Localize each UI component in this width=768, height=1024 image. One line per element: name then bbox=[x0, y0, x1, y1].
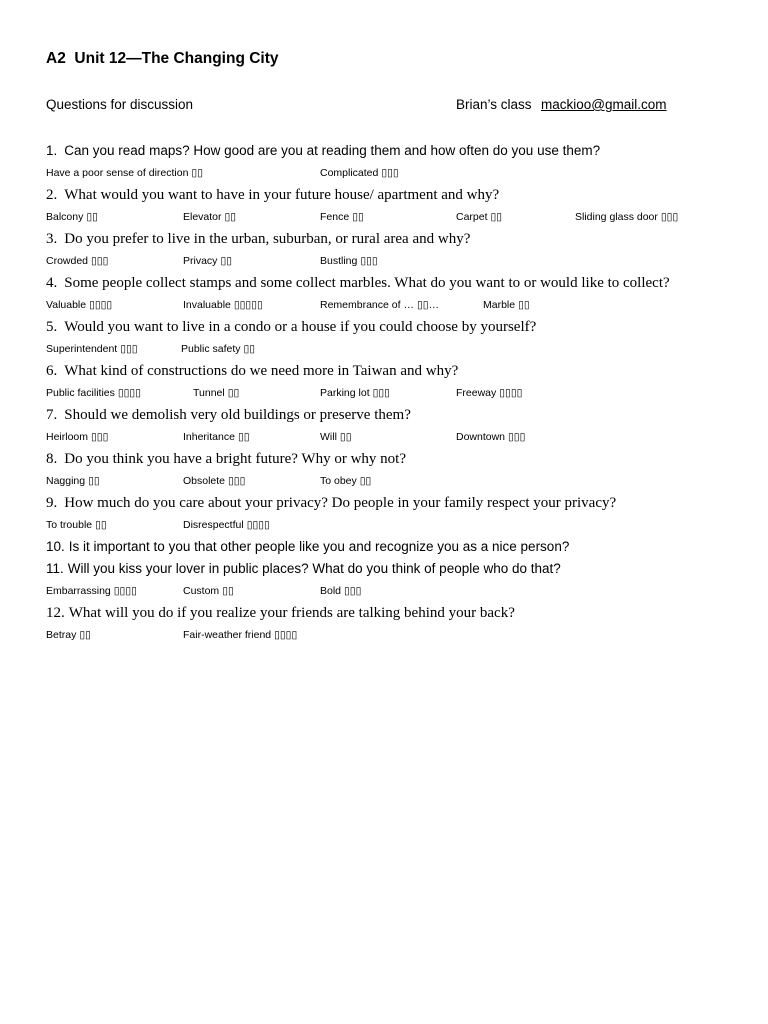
question-text: What kind of constructions do we need more in Taiwan and why? bbox=[64, 363, 459, 379]
question-text: Would you want to live in a condo or a house if you could choose by yourself? bbox=[64, 319, 537, 335]
vocab-translation: ▯▯▯ bbox=[91, 431, 109, 443]
vocab-row bbox=[46, 580, 746, 602]
question-1 bbox=[46, 140, 746, 162]
question-number: 2. bbox=[46, 187, 58, 203]
vocab-translation: ▯▯▯▯ bbox=[246, 519, 270, 531]
vocab-item bbox=[193, 382, 239, 404]
vocab-term: Complicated bbox=[320, 167, 379, 179]
question-text: How much do you care about your privacy? Do people in your family respect your privacy? bbox=[64, 495, 617, 511]
vocab-term: Bold bbox=[320, 585, 342, 597]
vocab-term: Have a poor sense of direction bbox=[46, 167, 189, 179]
vocab-term: Invaluable bbox=[183, 299, 231, 311]
vocab-row bbox=[46, 338, 746, 360]
question-text: Do you think you have a bright future? Why or why not? bbox=[64, 451, 406, 467]
vocab-item bbox=[183, 426, 250, 448]
vocab-item bbox=[183, 580, 234, 602]
vocab-term: Superintendent bbox=[46, 343, 118, 355]
vocab-translation: ▯▯▯▯ bbox=[274, 629, 298, 641]
vocab-item bbox=[183, 250, 232, 272]
vocab-term: To obey bbox=[320, 475, 357, 487]
vocab-translation: ▯▯▯ bbox=[120, 343, 138, 355]
vocab-item bbox=[46, 580, 137, 602]
vocab-term: Fair-weather friend bbox=[183, 629, 272, 641]
vocab-term: Public facilities bbox=[46, 387, 115, 399]
vocab-translation: ▯▯ bbox=[237, 431, 250, 443]
vocab-row bbox=[46, 250, 746, 272]
vocab-item bbox=[46, 382, 141, 404]
question-11 bbox=[46, 558, 746, 580]
vocab-translation: ▯▯ bbox=[222, 585, 234, 597]
vocab-item bbox=[456, 206, 502, 228]
vocab-term: Fence bbox=[320, 211, 350, 223]
question-4 bbox=[46, 272, 746, 294]
question-list bbox=[46, 140, 746, 646]
vocab-item bbox=[456, 382, 522, 404]
vocab-item bbox=[46, 294, 112, 316]
vocab-term: Freeway bbox=[456, 387, 497, 399]
vocab-translation: ▯▯ bbox=[95, 519, 107, 531]
vocab-item bbox=[183, 470, 245, 492]
vocab-row bbox=[46, 294, 746, 316]
vocab-term: To trouble bbox=[46, 519, 93, 531]
vocab-translation: ▯▯ bbox=[352, 211, 364, 223]
vocab-term: Parking lot bbox=[320, 387, 370, 399]
question-number: 1. bbox=[46, 143, 58, 158]
vocab-item bbox=[181, 338, 255, 360]
vocab-item bbox=[483, 294, 530, 316]
vocab-item bbox=[456, 426, 525, 448]
vocab-row bbox=[46, 470, 746, 492]
question-number: 8. bbox=[46, 451, 58, 467]
question-number: 9. bbox=[46, 495, 58, 511]
question-number: 4. bbox=[46, 275, 58, 291]
vocab-item bbox=[320, 580, 361, 602]
vocab-row bbox=[46, 426, 746, 448]
vocab-term: Valuable bbox=[46, 299, 87, 311]
vocab-term: Inheritance bbox=[183, 431, 235, 443]
vocab-item bbox=[183, 294, 263, 316]
vocab-translation: ▯▯ bbox=[88, 475, 100, 487]
vocab-translation: ▯▯ bbox=[490, 211, 503, 223]
question-text: Can you read maps? How good are you at reading them and how often do you use them? bbox=[64, 143, 601, 158]
question-text: Do you prefer to live in the urban, suburban, or rural area and why? bbox=[64, 231, 471, 247]
vocab-term: Carpet bbox=[456, 211, 488, 223]
vocab-translation: ▯▯ bbox=[191, 167, 203, 179]
vocab-term: Nagging bbox=[46, 475, 86, 487]
question-number: 11. bbox=[46, 561, 64, 576]
question-10 bbox=[46, 536, 746, 558]
vocab-term: Disrespectful bbox=[183, 519, 244, 531]
question-text: Will you kiss your lover in public places? What do you think of people who do that? bbox=[67, 561, 561, 576]
vocab-item bbox=[320, 382, 390, 404]
question-2 bbox=[46, 184, 746, 206]
vocab-item bbox=[183, 514, 270, 536]
vocab-term: Remembrance of … bbox=[320, 299, 414, 311]
vocab-row bbox=[46, 382, 746, 404]
vocab-item bbox=[320, 294, 439, 316]
vocab-term: Marble bbox=[483, 299, 516, 311]
vocab-translation: ▯▯▯ bbox=[660, 211, 679, 223]
vocab-translation: ▯▯▯ bbox=[381, 167, 399, 179]
vocab-item bbox=[46, 162, 203, 184]
vocab-translation: ▯▯▯▯ bbox=[117, 387, 141, 399]
vocab-translation: ▯▯▯ bbox=[508, 431, 526, 443]
vocab-term: Betray bbox=[46, 629, 77, 641]
question-text: Is it important to you that other people like you and recognize you as a nice person? bbox=[68, 539, 570, 554]
vocab-translation: ▯▯ bbox=[86, 211, 98, 223]
vocab-translation: ▯▯▯ bbox=[228, 475, 246, 487]
vocab-term: Crowded bbox=[46, 255, 89, 267]
vocab-translation: ▯▯… bbox=[416, 299, 440, 311]
vocab-translation: ▯▯ bbox=[79, 629, 91, 641]
vocab-item bbox=[46, 624, 91, 646]
vocab-row bbox=[46, 514, 746, 536]
vocab-translation: ▯▯▯ bbox=[344, 585, 362, 597]
vocab-row bbox=[46, 162, 746, 184]
question-5 bbox=[46, 316, 746, 338]
vocab-item bbox=[46, 250, 108, 272]
vocab-item bbox=[320, 250, 378, 272]
vocab-translation: ▯▯▯ bbox=[360, 255, 378, 267]
vocab-term: Will bbox=[320, 431, 337, 443]
subtitle: Questions for discussion bbox=[46, 97, 194, 112]
question-text: What will you do if you realize your friends are talking behind your back? bbox=[68, 605, 515, 621]
vocab-term: Elevator bbox=[183, 211, 222, 223]
question-6 bbox=[46, 360, 746, 382]
vocab-translation: ▯▯▯ bbox=[91, 255, 109, 267]
vocab-translation: ▯▯▯ bbox=[372, 387, 390, 399]
vocab-term: Public safety bbox=[181, 343, 241, 355]
vocab-translation: ▯▯▯▯ bbox=[89, 299, 113, 311]
vocab-translation: ▯▯ bbox=[220, 255, 232, 267]
vocab-item bbox=[320, 206, 364, 228]
vocab-item bbox=[46, 206, 98, 228]
vocab-item bbox=[183, 624, 297, 646]
question-text: What would you want to have in your future house/ apartment and why? bbox=[64, 187, 500, 203]
vocab-item bbox=[320, 426, 351, 448]
vocab-item bbox=[183, 206, 236, 228]
vocab-item bbox=[320, 162, 399, 184]
vocab-item bbox=[575, 206, 678, 228]
vocab-term: Downtown bbox=[456, 431, 506, 443]
vocab-row bbox=[46, 206, 746, 228]
vocab-translation: ▯▯ bbox=[339, 431, 352, 443]
vocab-translation: ▯▯▯▯ bbox=[499, 387, 523, 399]
vocab-item bbox=[46, 426, 108, 448]
question-9 bbox=[46, 492, 746, 514]
vocab-item bbox=[46, 338, 138, 360]
vocab-term: Privacy bbox=[183, 255, 218, 267]
question-8 bbox=[46, 448, 746, 470]
question-text: Should we demolish very old buildings or preserve them? bbox=[64, 407, 411, 423]
question-3 bbox=[46, 228, 746, 250]
email-link[interactable]: mackioo@gmail.com bbox=[541, 97, 667, 112]
vocab-translation: ▯▯ bbox=[227, 387, 240, 399]
vocab-term: Custom bbox=[183, 585, 220, 597]
question-number: 10. bbox=[46, 539, 65, 554]
question-12 bbox=[46, 602, 746, 624]
vocab-term: Bustling bbox=[320, 255, 358, 267]
vocab-row bbox=[46, 624, 746, 646]
vocab-term: Balcony bbox=[46, 211, 84, 223]
vocab-item bbox=[46, 470, 100, 492]
question-7 bbox=[46, 404, 746, 426]
question-number: 12. bbox=[46, 605, 65, 621]
vocab-term: Sliding glass door bbox=[575, 211, 658, 223]
question-number: 5. bbox=[46, 319, 58, 335]
vocab-term: Embarrassing bbox=[46, 585, 111, 597]
vocab-term: Obsolete bbox=[183, 475, 226, 487]
page-title: A2 Unit 12—The Changing City bbox=[46, 50, 279, 67]
vocab-item bbox=[46, 514, 107, 536]
vocab-translation: ▯▯▯▯▯ bbox=[233, 299, 263, 311]
vocab-term: Heirloom bbox=[46, 431, 89, 443]
question-number: 7. bbox=[46, 407, 58, 423]
question-number: 6. bbox=[46, 363, 58, 379]
vocab-term: Tunnel bbox=[193, 387, 225, 399]
vocab-translation: ▯▯▯▯ bbox=[113, 585, 137, 597]
class-label: Brian’s class bbox=[456, 97, 532, 112]
vocab-item bbox=[320, 470, 371, 492]
vocab-translation: ▯▯ bbox=[518, 299, 530, 311]
vocab-translation: ▯▯ bbox=[359, 475, 372, 487]
question-text: Some people collect stamps and some collect marbles. What do you want to or would like to collect? bbox=[64, 275, 670, 291]
vocab-translation: ▯▯ bbox=[243, 343, 256, 355]
vocab-translation: ▯▯ bbox=[224, 211, 237, 223]
question-number: 3. bbox=[46, 231, 58, 247]
